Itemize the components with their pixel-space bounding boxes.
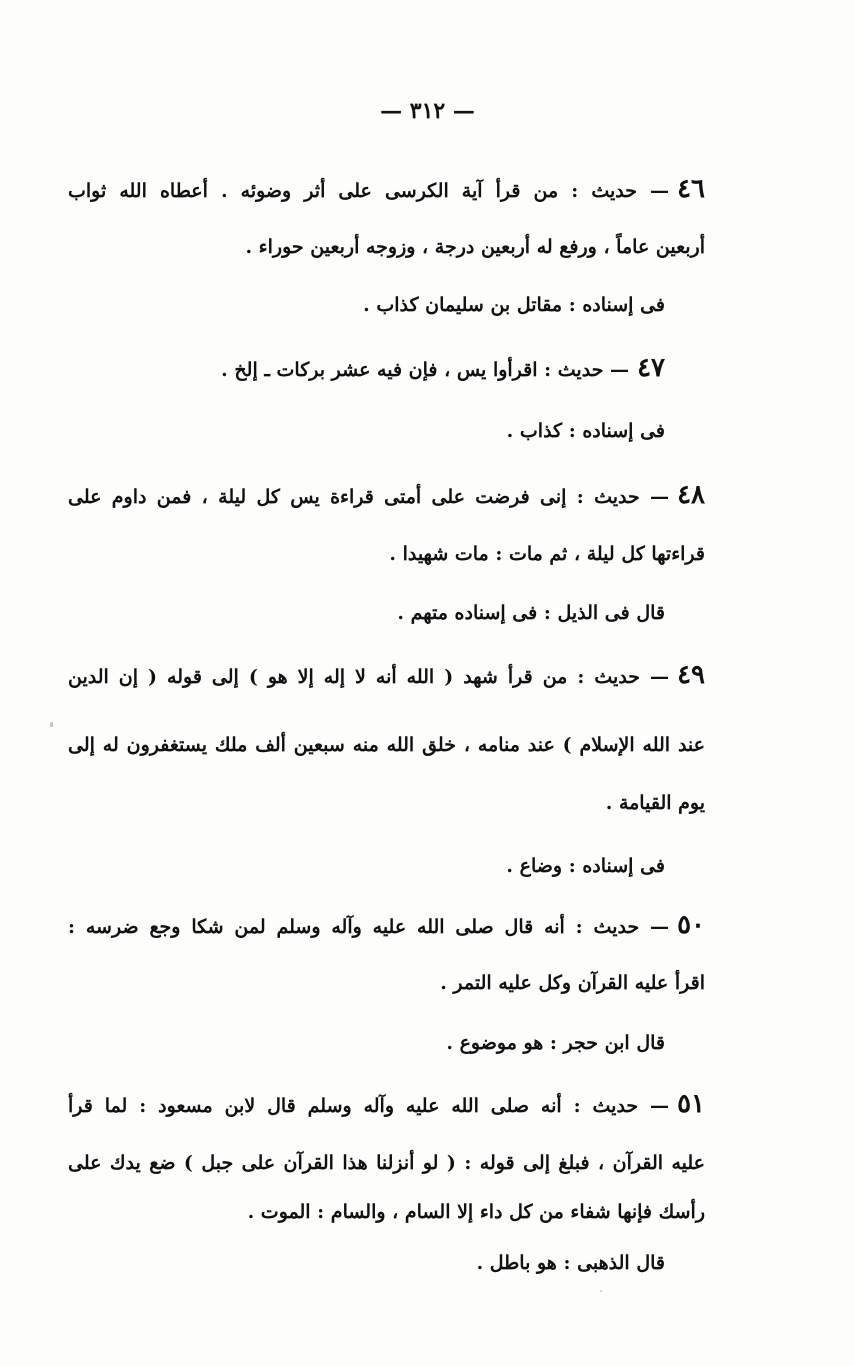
entry-number: ٤٨: [677, 480, 705, 510]
entry-48-line-2: قراءتها كل ليلة ، ثم مات : مات شهيدا .: [389, 543, 705, 565]
entry-48-line-1: [68, 482, 705, 510]
entry-46-line-1: [68, 176, 705, 204]
page-number: — ٣١٢ —: [380, 98, 475, 124]
entry-50-line-2: اقرأ عليه القرآن وكل عليه التمر .: [440, 972, 705, 994]
entry-46-note: فى إسناده : مقاتل بن سليمان كذاب .: [363, 294, 665, 316]
entry-51-line-3: رأسك فإنها شفاء من كل داء إلا السام ، والسام : الموت .: [247, 1201, 705, 1223]
entry-50-line-1: [68, 912, 705, 940]
entry-49-line-3: يوم القيامة .: [605, 792, 705, 814]
entry-text: — حديث : اقرأوا يس ، فإن فيه عشر بركات ـ إلخ .: [221, 359, 630, 381]
entry-46-line-2: أربعين عاماً ، ورفع له أربعين درجة ، وزوجه أربعين حوراء .: [245, 236, 705, 258]
entry-51-line-1: [68, 1091, 705, 1119]
entry-47-line-1: [68, 355, 665, 383]
entry-number: ٥٠: [677, 910, 705, 940]
entry-text: — حديث : إنى فرضت على أمتى قراءة يس كل ليلة ، فمن داوم على: [68, 486, 670, 508]
entry-number: ٥١: [677, 1089, 705, 1119]
entry-51-line-2: عليه القرآن ، فبلغ إلى قوله : ( لو أنزلنا هذا القرآن على جبل ) ضع يدك على: [68, 1152, 705, 1174]
entry-number: ٤٩: [677, 660, 705, 690]
entry-50-note: قال ابن حجر : هو موضوع .: [446, 1032, 665, 1054]
paper-speck: [600, 1290, 602, 1292]
entry-49-line-1: [68, 662, 705, 690]
entry-number: ٤٦: [677, 174, 705, 204]
entry-text: — حديث : أنه صلى الله عليه وآله وسلم قال لابن مسعود : لما قرأ: [68, 1095, 670, 1117]
entry-47-note: فى إسناده : كذاب .: [506, 420, 665, 442]
entry-48-note: قال فى الذيل : فى إسناده متهم .: [397, 602, 665, 624]
paper-speck: [50, 722, 53, 727]
entry-49-line-2: عند الله الإسلام ) عند منامه ، خلق الله منه سبعين ألف ملك يستغفرون له إلى: [68, 734, 705, 756]
entry-51-note: قال الذهبى : هو باطل .: [476, 1252, 665, 1274]
entry-text: — حديث : أنه قال صلى الله عليه وآله وسلم لمن شكا وجع ضرسه :: [68, 916, 670, 938]
entry-49-note: فى إسناده : وضاع .: [506, 855, 665, 877]
entry-number: ٤٧: [637, 353, 665, 383]
entry-text: — حديث : من قرأ آية الكرسى على أثر وضوئه . أعطاه الله ثواب: [68, 180, 670, 202]
entry-text: — حديث : من قرأ شهد ( الله أنه لا إله إلا هو ) إلى قوله ( إن الدين: [68, 666, 670, 688]
